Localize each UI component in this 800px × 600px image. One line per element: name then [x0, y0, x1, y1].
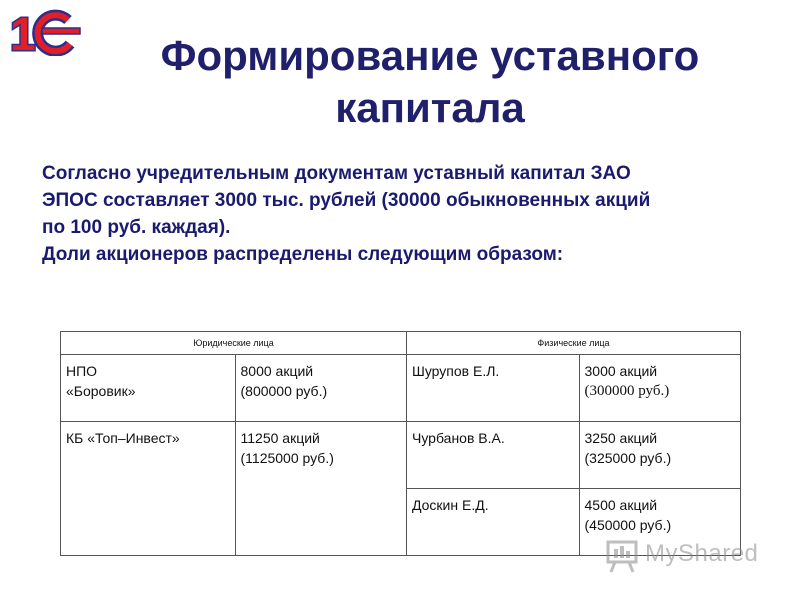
table-row — [61, 422, 741, 489]
shares-count: 3250 акций — [584, 430, 658, 446]
individual-name — [407, 422, 580, 489]
watermark-text: MyShared — [645, 540, 759, 567]
individual-name — [407, 355, 580, 422]
intro-line-4: Доли акционеров распределены следующим образом: — [42, 244, 564, 265]
intro-line-1: Согласно учредительным документам уставный капитал ЗАО — [42, 163, 631, 184]
table-row — [61, 355, 741, 422]
1c-logo — [8, 6, 84, 56]
shares-amount: (325000 руб.) — [584, 450, 672, 466]
individual-name-text: Доскин Е.Д. — [412, 497, 489, 513]
shares-count: 3000 акций — [584, 363, 658, 379]
individual-name-text: Чурбанов В.А. — [412, 430, 505, 446]
intro-line-3: по 100 руб. каждая). — [42, 217, 231, 238]
individual-name — [407, 489, 580, 556]
shares-amount: (800000 руб.) — [240, 383, 328, 399]
legal-entity-name-line: НПО — [66, 363, 98, 379]
individual-shares — [579, 422, 741, 489]
shareholders-table — [60, 331, 741, 556]
presentation-board-icon — [605, 538, 639, 574]
individual-name-text: Шурупов Е.Л. — [412, 363, 500, 379]
intro-line-2: ЭПОС составляет 3000 тыс. рублей (30000 обыкновенных акций — [42, 190, 651, 211]
header-legal-entities: Юридические лица — [61, 332, 407, 355]
legal-entity-name — [61, 422, 236, 556]
shares-count: 11250 акций — [240, 430, 320, 446]
shares-amount: (1125000 руб.) — [240, 450, 334, 466]
legal-entity-name-line: «Боровик» — [66, 383, 136, 399]
title-line-1: Формирование уставного — [160, 32, 700, 79]
intro-paragraph — [42, 160, 762, 268]
individual-shares — [579, 355, 741, 422]
shares-count: 8000 акций — [240, 363, 314, 379]
page-title — [80, 30, 780, 134]
title-line-2: капитала — [335, 84, 525, 131]
shares-amount: (450000 руб.) — [584, 517, 672, 533]
svg-text:1: 1 — [10, 8, 36, 56]
shares-amount: (300000 руб.) — [584, 383, 670, 399]
header-individuals: Физические лица — [407, 332, 741, 355]
legal-entity-shares — [235, 355, 407, 422]
table-header-row — [61, 332, 741, 355]
shares-count: 4500 акций — [584, 497, 658, 513]
legal-entity-name — [61, 355, 236, 422]
legal-entity-name-line: КБ «Топ–Инвест» — [66, 430, 180, 446]
watermark — [605, 538, 775, 574]
legal-entity-shares — [235, 422, 407, 556]
